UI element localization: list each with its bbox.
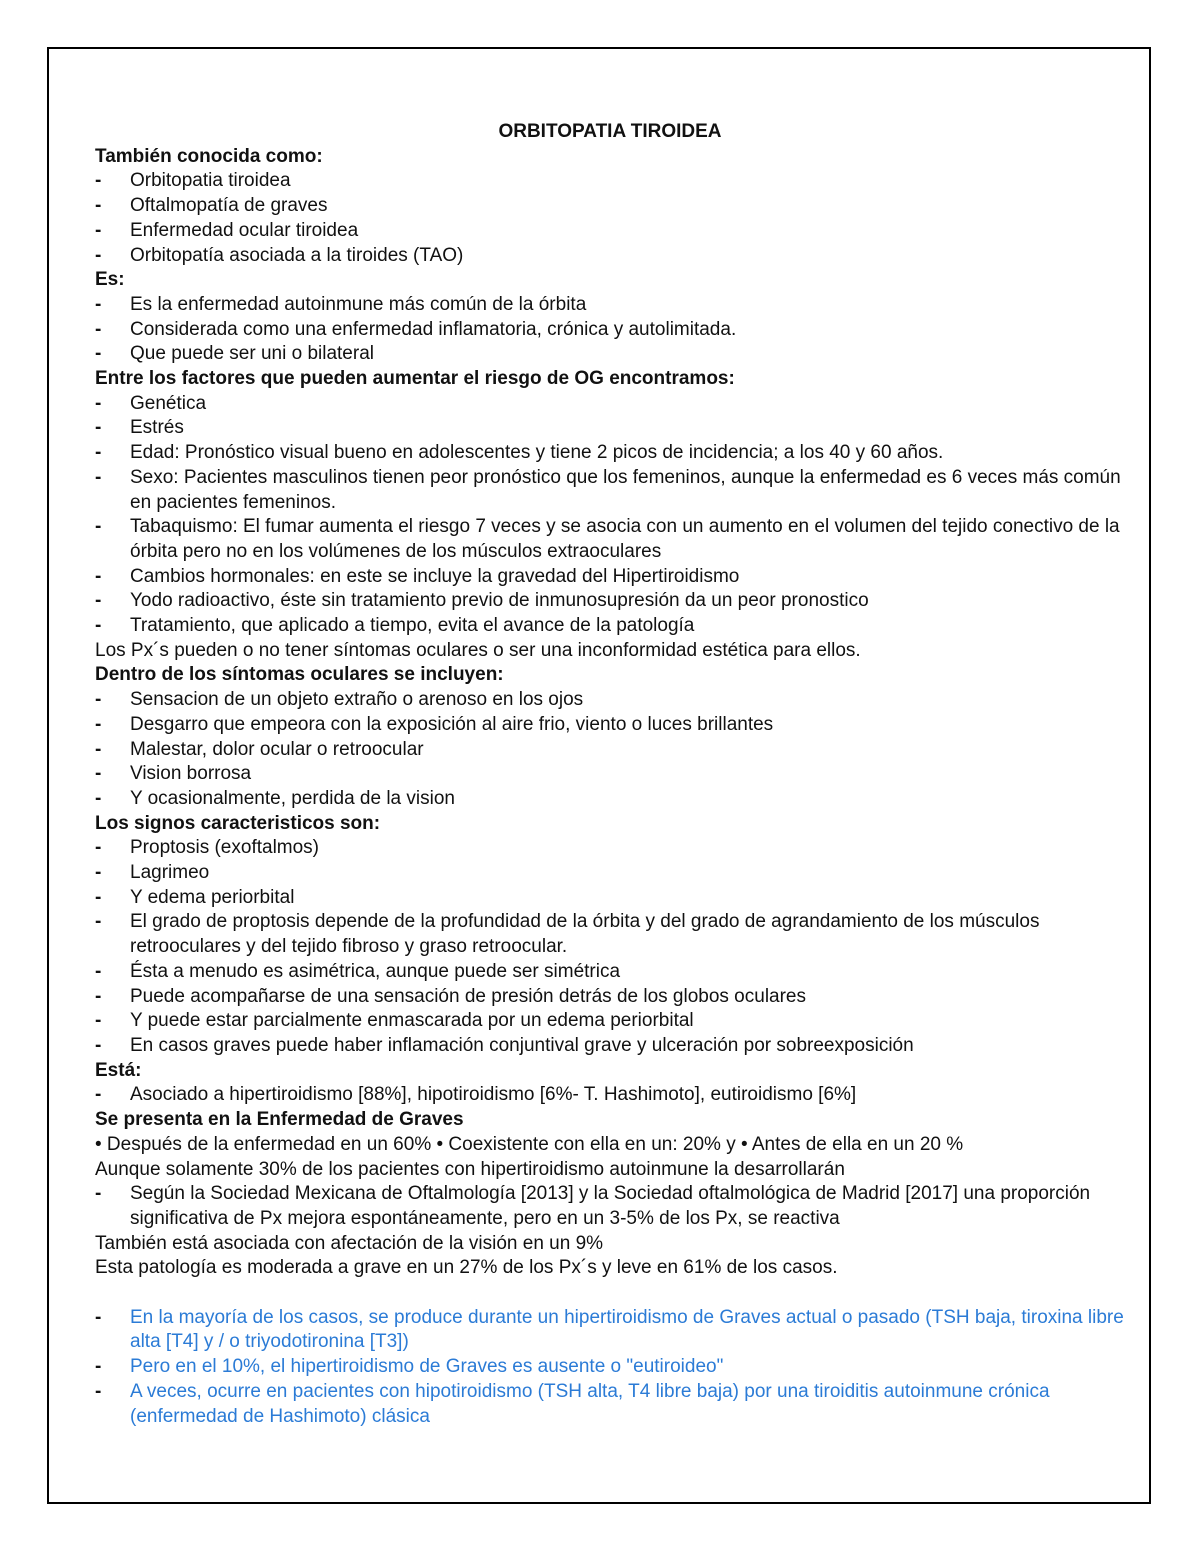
- bullet-dash: -: [95, 219, 102, 241]
- list-item: [95, 342, 1125, 367]
- paragraph: Los Px´s pueden o no tener síntomas oculares o ser una inconformidad estética para ellos.: [95, 639, 861, 661]
- list-item: [95, 318, 1125, 343]
- bullet-dash: -: [95, 1183, 102, 1205]
- list-item-text: En casos graves puede haber inflamación conjuntival grave y ulceración por sobreexposición: [130, 1035, 914, 1056]
- list-item-text: Yodo radioactivo, éste sin tratamiento previo de inmunosupresión da un peor pronostico: [130, 590, 869, 612]
- list-item: [95, 1083, 1125, 1108]
- list-item-text: Estrés: [130, 417, 184, 439]
- bullet-dash: -: [95, 787, 102, 809]
- list-item: [95, 886, 1125, 911]
- list-item-text: Ésta a menudo es asimétrica, aunque puede ser simétrica: [130, 960, 621, 982]
- bullet-dash: -: [95, 170, 102, 192]
- document-body: [95, 120, 1125, 1429]
- bullet-dash: -: [95, 293, 102, 315]
- bullet-dash: -: [95, 1306, 102, 1328]
- list-item: [95, 293, 1125, 318]
- list-item-text: Y edema periorbital: [130, 886, 295, 908]
- list-item: [95, 836, 1125, 861]
- list-item: [95, 1009, 1125, 1034]
- list-item-text: Malestar, dolor ocular o retroocular: [130, 738, 424, 760]
- list-item-text: Y puede estar parcialmente enmascarada por un edema periorbital: [130, 1010, 694, 1032]
- list-item-text: Que puede ser uni o bilateral: [130, 343, 374, 365]
- list-item-text: Pero en el 10%, el hipertiroidismo de Graves es ausente o "eutiroideo": [130, 1356, 724, 1378]
- section-heading: También conocida como:: [95, 145, 323, 167]
- bullet-dash: -: [95, 1010, 102, 1032]
- bullet-dash: -: [95, 1035, 102, 1056]
- bullet-dash: -: [95, 886, 102, 908]
- bullet-dash: -: [95, 689, 102, 711]
- list-item-text: Considerada como una enfermedad inflamatoria, crónica y autolimitada.: [130, 318, 737, 340]
- list-item-text: El grado de proptosis depende de la profundidad de la órbita y del grado de agrandamiento de los músculos retrooculares y del tejido fibroso y graso retroocular.: [130, 911, 1040, 958]
- list-item: [95, 1034, 1125, 1059]
- paragraph: También está asociada con afectación de la visión en un 9%: [95, 1232, 604, 1254]
- list-item-text: Orbitopatia tiroidea: [130, 170, 291, 192]
- bullet-dash: -: [95, 738, 102, 760]
- list-item: [95, 392, 1125, 417]
- bullet-dash: -: [95, 911, 102, 933]
- bullet-dash: -: [95, 837, 102, 859]
- list-item-text: Tratamiento, que aplicado a tiempo, evita el avance de la patología: [130, 615, 695, 637]
- list-item-text: Asociado a hipertiroidismo [88%], hipotiroidismo [6%- T. Hashimoto], eutiroidismo [6%]: [130, 1084, 857, 1106]
- list-item: [95, 985, 1125, 1010]
- list-item-text: Lagrimeo: [130, 862, 210, 884]
- list-item: [95, 861, 1125, 886]
- bullet-dash: -: [95, 1380, 102, 1402]
- list-item: [95, 688, 1125, 713]
- highlighted-list-item: [95, 1306, 1125, 1355]
- bullet-dash: -: [95, 318, 102, 340]
- list-item-text: Orbitopatía asociada a la tiroides (TAO): [130, 244, 464, 266]
- list-item-text: Vision borrosa: [130, 763, 252, 785]
- list-item-text: Según la Sociedad Mexicana de Oftalmología [2013] y la Sociedad oftalmológica de Madrid [2017] una proporción significativa de Px mejora espontáneamente, pero en un 3-5% de los Px, se reactiva: [130, 1183, 1091, 1229]
- list-item: [95, 762, 1125, 787]
- list-item-text: En la mayoría de los casos, se produce durante un hipertiroidismo de Graves actual o pasado (TSH baja, tiroxina libre alta [T4] y / o triyodotironina [T3]): [130, 1306, 1124, 1353]
- bullet-dash: -: [95, 442, 102, 464]
- bullet-dash: -: [95, 713, 102, 735]
- list-item-text: A veces, ocurre en pacientes con hipotiroidismo (TSH alta, T4 libre baja) por una tiroiditis autoinmune crónica (enfermedad de Hashimoto) clásica: [130, 1380, 1050, 1427]
- bullet-dash: -: [95, 195, 102, 217]
- section-heading: Dentro de los síntomas oculares se incluyen:: [95, 664, 504, 686]
- bullet-dash: -: [95, 615, 102, 637]
- highlighted-list-item: [95, 1355, 1125, 1380]
- list-item: [95, 441, 1125, 466]
- paragraph: • Después de la enfermedad en un 60% • Coexistente con ella en un: 20% y • Antes de ella en un 20 %: [95, 1133, 964, 1155]
- bullet-dash: -: [95, 960, 102, 982]
- list-item: [95, 565, 1125, 590]
- bullet-dash: -: [95, 516, 102, 538]
- section-heading: Es:: [95, 269, 125, 291]
- list-item-text: Desgarro que empeora con la exposición al aire frio, viento o luces brillantes: [130, 713, 774, 735]
- paragraph: Aunque solamente 30% de los pacientes con hipertiroidismo autoinmune la desarrollarán: [95, 1158, 845, 1180]
- section-heading: Se presenta en la Enfermedad de Graves: [95, 1109, 464, 1131]
- list-item: [95, 738, 1125, 763]
- bullet-dash: -: [95, 466, 102, 488]
- list-item: [95, 219, 1125, 244]
- bullet-dash: -: [95, 590, 102, 612]
- list-item: [95, 589, 1125, 614]
- section-heading: Está:: [95, 1059, 142, 1081]
- list-item: [95, 466, 1125, 515]
- bullet-dash: -: [95, 343, 102, 365]
- list-item: [95, 960, 1125, 985]
- list-item: [95, 416, 1125, 441]
- list-item-text: Y ocasionalmente, perdida de la vision: [130, 787, 455, 809]
- list-item-text: Proptosis (exoftalmos): [130, 837, 320, 859]
- list-item-text: Sensacion de un objeto extraño o arenoso en los ojos: [130, 689, 584, 711]
- list-item: [95, 713, 1125, 738]
- list-item-text: Cambios hormonales: en este se incluye la gravedad del Hipertiroidismo: [130, 565, 740, 587]
- list-item-text: Puede acompañarse de una sensación de presión detrás de los globos oculares: [130, 985, 807, 1007]
- list-item-text: Enfermedad ocular tiroidea: [130, 219, 359, 241]
- highlighted-list-item: [95, 1380, 1125, 1429]
- bullet-dash: -: [95, 565, 102, 587]
- list-item: [95, 787, 1125, 812]
- list-item: [95, 614, 1125, 639]
- bullet-dash: -: [95, 417, 102, 439]
- blank-line: [95, 1281, 1125, 1306]
- list-item-text: Genética: [130, 392, 207, 414]
- list-item: [95, 910, 1125, 959]
- list-item-text: Tabaquismo: El fumar aumenta el riesgo 7 veces y se asocia con un aumento en el volumen del tejido conectivo de la órbita pero no en los volúmenes de los músculos extraoculares: [130, 516, 1120, 562]
- list-item: [95, 169, 1125, 194]
- bullet-dash: -: [95, 392, 102, 414]
- list-item-text: Es la enfermedad autoinmune más común de la órbita: [130, 293, 587, 315]
- list-item-text: Sexo: Pacientes masculinos tienen peor pronóstico que los femeninos, aunque la enfermedad es 6 veces más común en pacientes femeninos.: [130, 466, 1121, 513]
- list-item: [95, 1182, 1125, 1231]
- section-heading: Los signos caracteristicos son:: [95, 812, 381, 834]
- page-title: ORBITOPATIA TIROIDEA: [498, 121, 722, 142]
- bullet-dash: -: [95, 244, 102, 266]
- bullet-dash: -: [95, 763, 102, 785]
- bullet-dash: -: [95, 1084, 102, 1106]
- list-item: [95, 244, 1125, 269]
- section-heading: Entre los factores que pueden aumentar el riesgo de OG encontramos:: [95, 368, 735, 390]
- paragraph: Esta patología es moderada a grave en un 27% de los Px´s y leve en 61% de los casos.: [95, 1257, 838, 1279]
- list-item: [95, 194, 1125, 219]
- list-item-text: Oftalmopatía de graves: [130, 195, 328, 217]
- bullet-dash: -: [95, 985, 102, 1007]
- bullet-dash: -: [95, 862, 102, 884]
- list-item-text: Edad: Pronóstico visual bueno en adolescentes y tiene 2 picos de incidencia; a los 40 y 60 años.: [130, 442, 944, 464]
- bullet-dash: -: [95, 1356, 102, 1378]
- list-item: [95, 515, 1125, 564]
- sections-container: [95, 145, 1125, 1430]
